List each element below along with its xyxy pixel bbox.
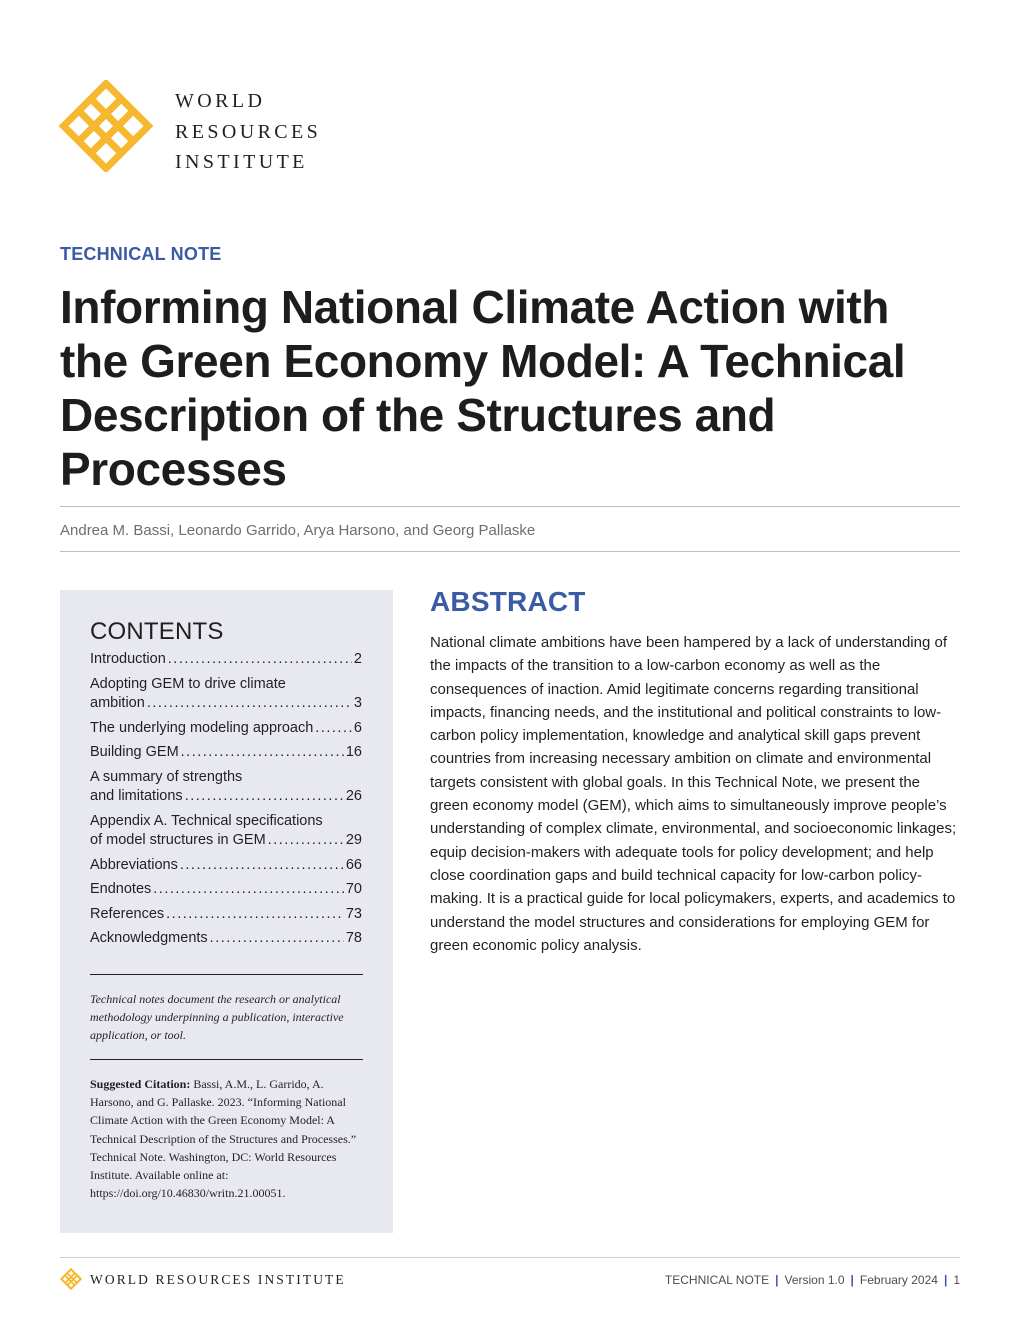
- authors-divider: [60, 551, 960, 552]
- toc-item-label: The underlying modeling approach: [90, 719, 314, 736]
- toc-item[interactable]: [90, 812, 362, 851]
- wri-logo-icon: [58, 80, 154, 172]
- wri-logo-small-icon: [60, 1268, 82, 1290]
- page-number: 1: [953, 1273, 960, 1287]
- org-line-3: INSTITUTE: [175, 151, 308, 173]
- org-line-2: RESOURCES: [175, 120, 322, 143]
- toc-item[interactable]: [90, 880, 362, 900]
- document-type-label: TECHNICAL NOTE: [60, 244, 222, 264]
- toc-item-page: 2: [353, 651, 362, 667]
- toc-dot-leader: [168, 650, 352, 670]
- toc-item[interactable]: [90, 905, 362, 925]
- toc-dot-leader: [147, 694, 352, 714]
- toc-item[interactable]: [90, 743, 362, 763]
- contents-divider-1: [90, 974, 363, 975]
- toc-item[interactable]: [90, 768, 362, 807]
- toc-dot-leader: [210, 929, 344, 949]
- footer-meta: TECHNICAL NOTE | Version 1.0 | February 2024 | 1: [664, 1273, 960, 1287]
- footer-org-name: WORLD RESOURCES INSTITUTE: [90, 1272, 346, 1287]
- contents-divider-2: [90, 1059, 363, 1060]
- toc-dot-leader: [268, 831, 344, 851]
- toc-item-label: Acknowledgments: [90, 930, 208, 946]
- technical-note-description: Technical notes document the research or analytical methodology underpinning a publication, interactive application, or tool.: [90, 992, 344, 1043]
- toc-item-label: ambition: [90, 695, 145, 711]
- toc-item[interactable]: [90, 929, 362, 949]
- toc-item-label: of model structures in GEM: [90, 832, 266, 848]
- toc-item[interactable]: [90, 675, 362, 714]
- table-of-contents: [90, 650, 362, 954]
- toc-dot-leader: [181, 743, 344, 763]
- page-title: Informing National Climate Action with the Green Economy Model: A Technical Description of the Structures and Processes: [60, 281, 906, 495]
- toc-item-page: 73: [345, 905, 362, 922]
- suggested-citation: [90, 1075, 365, 1202]
- abstract-heading: ABSTRACT: [430, 586, 586, 617]
- toc-item-page: 66: [345, 856, 362, 873]
- toc-dot-leader: [153, 880, 344, 900]
- toc-dot-leader: [180, 856, 344, 876]
- toc-item-label: Introduction: [90, 651, 166, 667]
- citation-label: Suggested Citation:: [90, 1077, 191, 1091]
- toc-item-page: 70: [345, 881, 362, 897]
- toc-item-label: Abbreviations: [90, 856, 178, 873]
- toc-item-label-line1: Appendix A. Technical specifications: [90, 812, 323, 829]
- toc-item-page: 78: [345, 930, 362, 946]
- toc-dot-leader: [185, 787, 344, 807]
- abstract-body: National climate ambitions have been hampered by a lack of understanding of the impacts of the transition to a low-carbon economy as well as the consequences of inaction. Amid legitimate concerns regarding transitional impacts, financing needs, and the institutional and political constraints to low-carbon policy implementation, knowledge and analytical skill gaps prevent countries from increasing necessary ambition on climate and environmental targets consistent with global goals. In this Technical Note, we present the green economy model (GEM), which aims to simultaneously improve people’s understanding of complex climate, environmental, and socioeconomic linkages; equip decision-makers with adequate tools for policy development; and help close coordination gaps and build technical capacity for low-carbon policy-making. It is a practical guide for local policymakers, experts, and academics to understand the model structures and considerations for employing GEM for green economic policy analysis.: [430, 634, 957, 954]
- toc-item-label-line1: A summary of strengths: [90, 768, 243, 785]
- contents-panel: [60, 590, 393, 1233]
- contents-heading: CONTENTS: [90, 618, 224, 645]
- toc-item-page: 29: [345, 832, 362, 848]
- toc-item-label: and limitations: [90, 788, 183, 804]
- org-line-1: WORLD: [175, 90, 266, 112]
- toc-item-page: 26: [345, 788, 362, 804]
- toc-item[interactable]: [90, 719, 362, 739]
- toc-dot-leader: [166, 905, 344, 925]
- toc-item-page: 3: [353, 695, 362, 711]
- toc-item[interactable]: [90, 650, 362, 670]
- toc-item-page: 6: [353, 719, 362, 736]
- toc-item[interactable]: [90, 856, 362, 876]
- toc-dot-leader: [315, 719, 352, 739]
- toc-item-label-line1: Adopting GEM to drive climate: [90, 675, 286, 692]
- org-wordmark: [175, 86, 321, 178]
- title-divider: [60, 506, 960, 507]
- citation-text: Bassi, A.M., L. Garrido, A. Harsono, and G. Pallaske. 2023. “Informing National Climate Action with the Green Economy Model: A Technical Description of the Structures and Processes.” Technical Note. Washington, DC: World Resources Institute. Available online at: https://doi.org/10.46830/writn.21.00051.: [90, 1077, 357, 1201]
- footer-date: February 2024: [859, 1273, 938, 1287]
- toc-item-label: References: [90, 905, 165, 922]
- toc-item-page: 16: [345, 744, 362, 760]
- footer-version: Version 1.0: [784, 1273, 845, 1287]
- footer-doc-type: TECHNICAL NOTE: [664, 1273, 770, 1287]
- footer-divider: [60, 1257, 960, 1258]
- toc-item-label: Endnotes: [90, 881, 152, 897]
- authors: Andrea M. Bassi, Leonardo Garrido, Arya Harsono, and Georg Pallaske: [60, 522, 536, 539]
- toc-item-label: Building GEM: [90, 744, 179, 760]
